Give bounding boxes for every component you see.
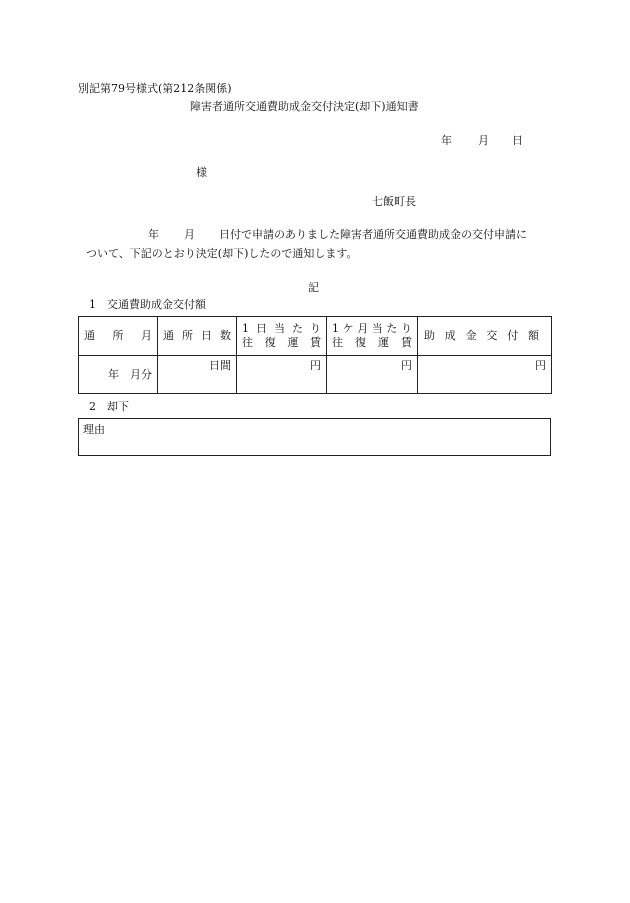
header-attendance-month: 通 所 月	[79, 317, 158, 356]
grant-amount-table	[78, 316, 552, 394]
rejection-reason-box	[78, 418, 551, 456]
body-line-2: ついて、下記のとおり決定(却下)したので通知します。	[86, 247, 358, 260]
addressee-honorific: 様	[196, 166, 207, 179]
header-monthly-fare: 1 ケ 月 当 た り 往 復 運 賃	[327, 317, 418, 356]
body-month: 月	[184, 228, 195, 241]
section1-heading: 1 交通費助成金交付額	[89, 298, 206, 311]
cell-daily-fare: 円	[237, 356, 327, 394]
body-year: 年	[148, 228, 159, 241]
section2-heading: 2 却下	[89, 400, 129, 413]
reason-label: 理由	[83, 423, 105, 436]
cell-month: 年 月分	[79, 356, 158, 394]
issuer-name: 七飯町長	[372, 195, 416, 208]
form-number: 別記第79号様式(第212条関係)	[78, 82, 232, 95]
table-row	[79, 356, 552, 394]
cell-monthly-fare: 円	[327, 356, 418, 394]
cell-grant-amount: 円	[418, 356, 552, 394]
date-month: 月	[478, 134, 489, 147]
header-daily-fare: 1 日 当 た り 往 復 運 賃	[237, 317, 327, 356]
date-year: 年	[441, 134, 452, 147]
ki-marker: 記	[308, 281, 319, 294]
body-line-1: 日付で申請のありました障害者通所交通費助成金の交付申請に	[219, 228, 527, 241]
table-header-row	[79, 317, 552, 356]
header-attendance-days: 通 所 日 数	[158, 317, 237, 356]
document-title: 障害者通所交通費助成金交付決定(却下)通知書	[190, 100, 419, 113]
date-day: 日	[512, 134, 523, 147]
cell-days: 日間	[158, 356, 237, 394]
header-grant-amount: 助 成 金 交 付 額	[418, 317, 552, 356]
